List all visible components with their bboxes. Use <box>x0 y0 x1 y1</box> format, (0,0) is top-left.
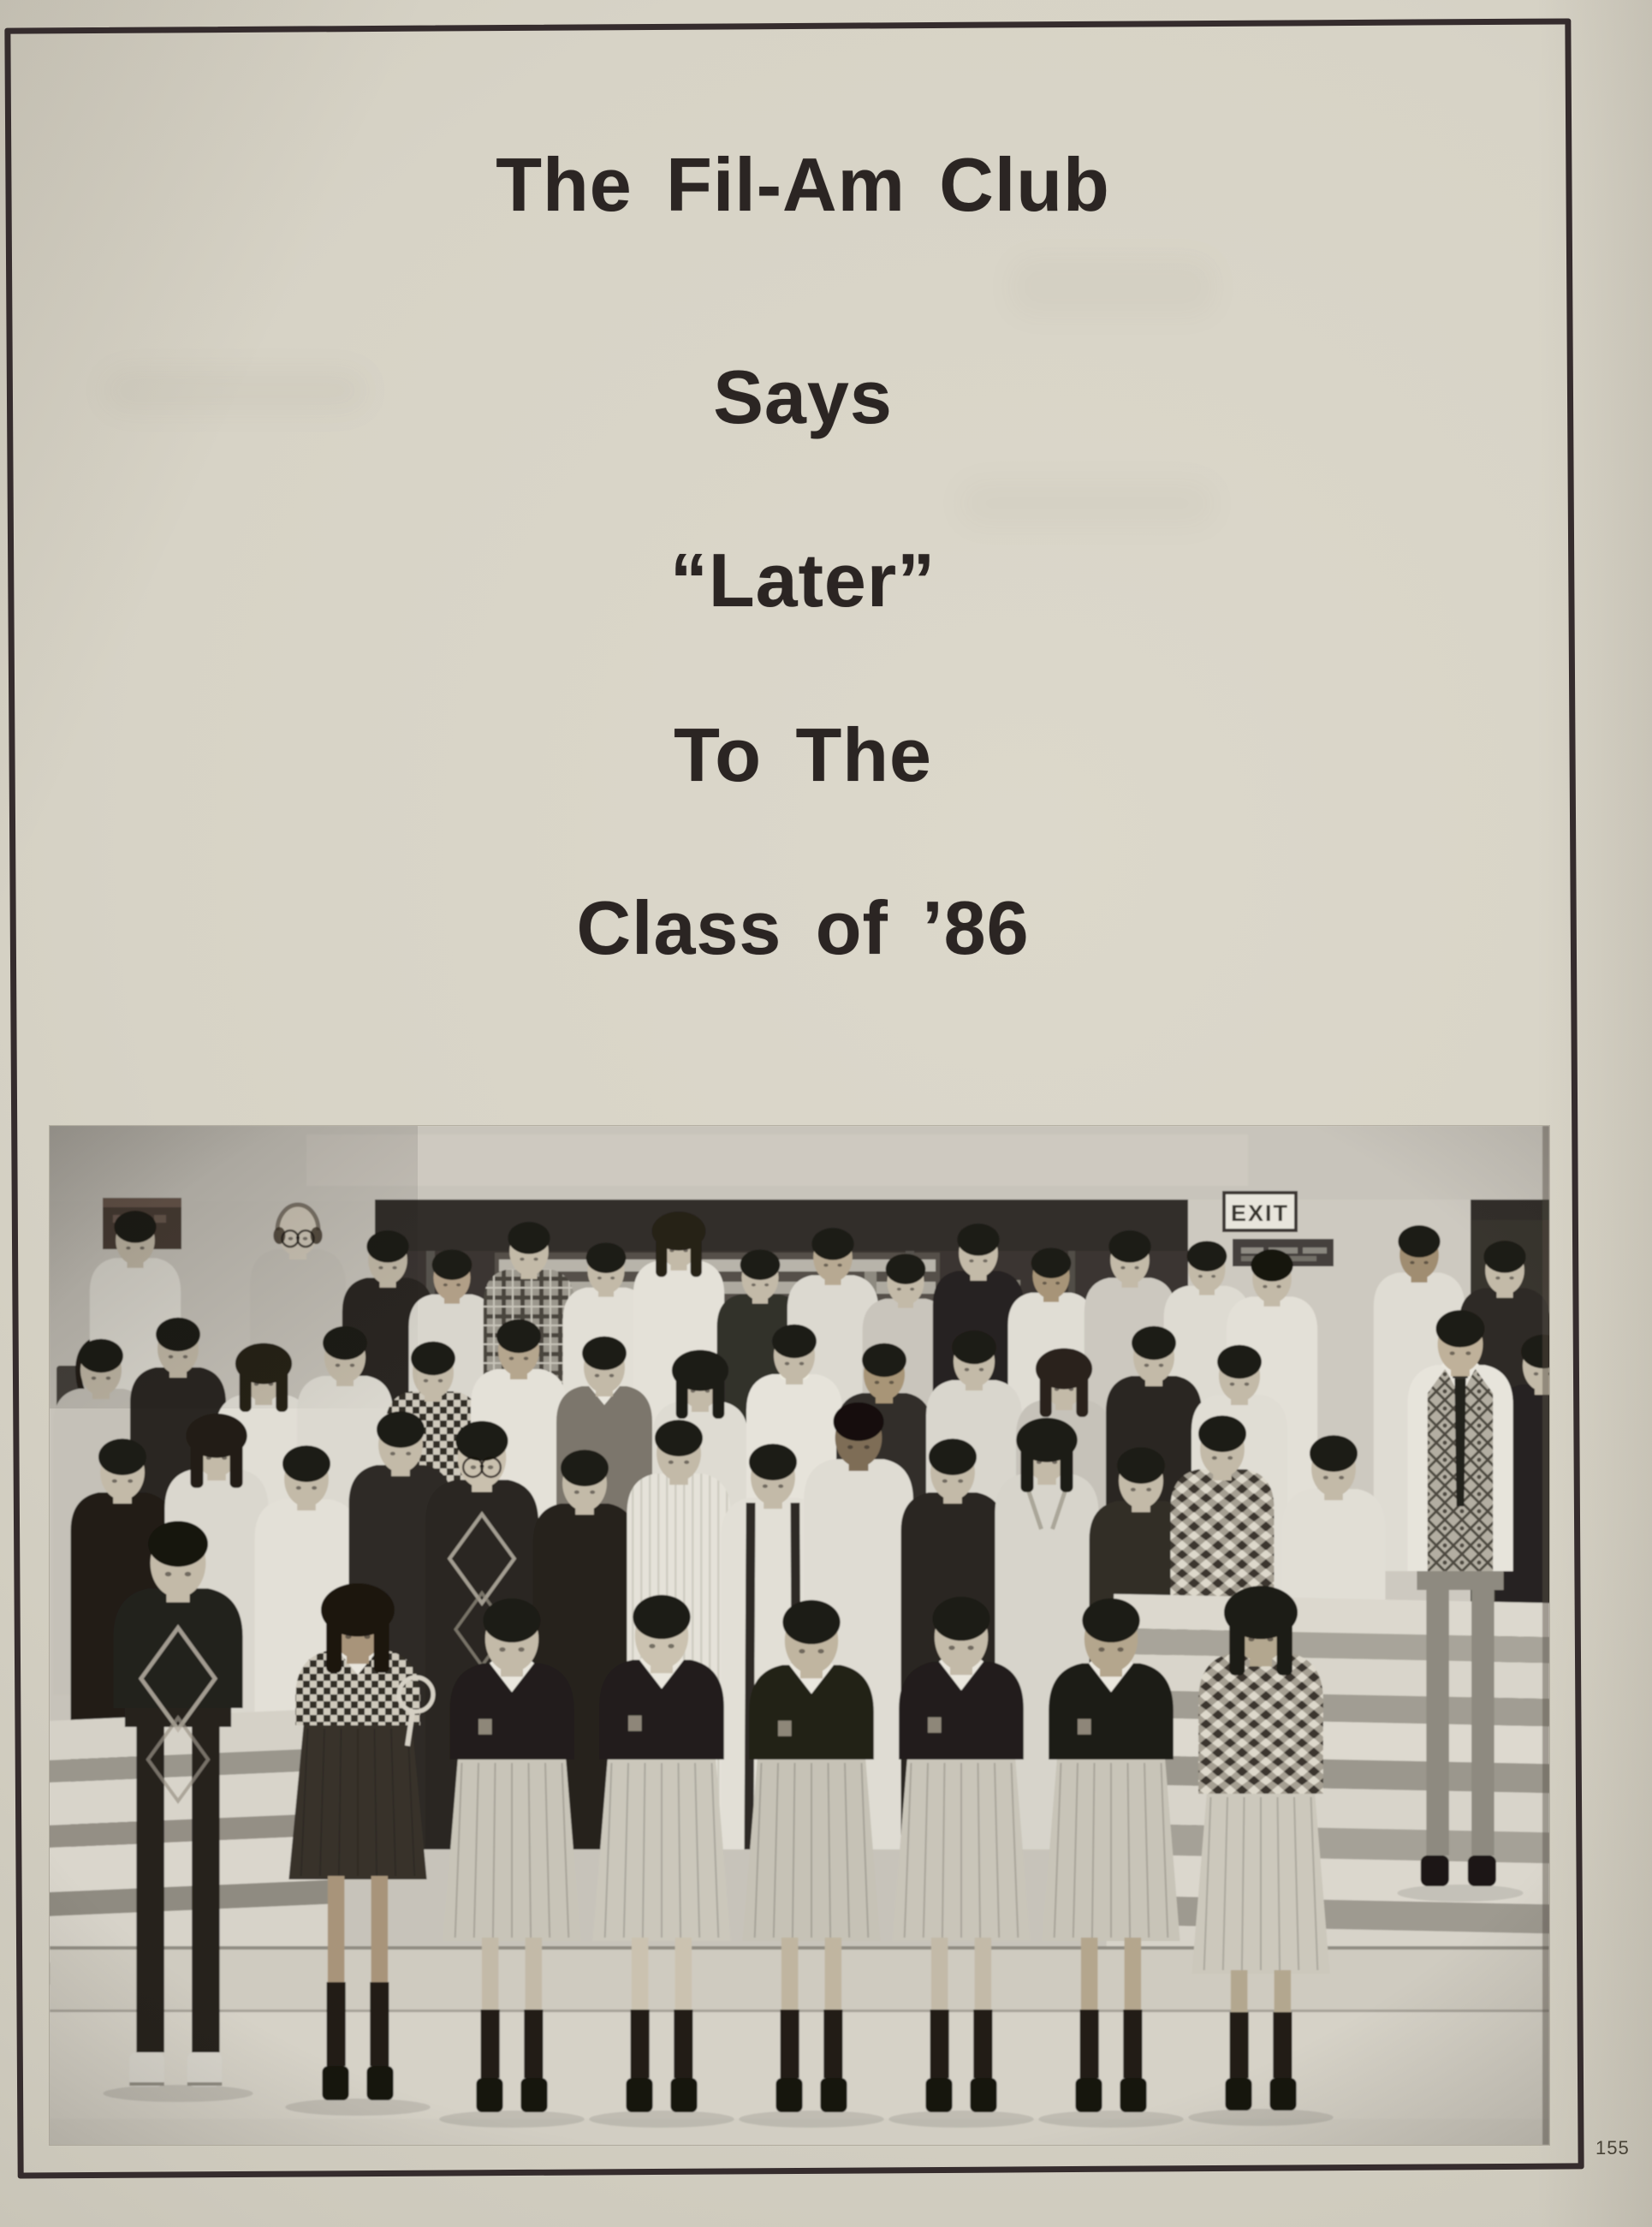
dedication-title <box>50 0 1556 1027</box>
club-group-photo <box>50 1126 1549 2145</box>
title-line-to-the: To The <box>674 712 932 797</box>
title-line-club: The Fil-Am Club <box>496 142 1110 227</box>
title-line-says: Says <box>713 354 893 439</box>
group-photo-scene <box>50 1126 1549 2145</box>
page-number: 155 <box>1596 2137 1630 2159</box>
title-line-later: “Later” <box>669 538 936 622</box>
photo-corner-shade <box>50 1126 418 1408</box>
title-line-class: Class of ’86 <box>576 885 1030 970</box>
